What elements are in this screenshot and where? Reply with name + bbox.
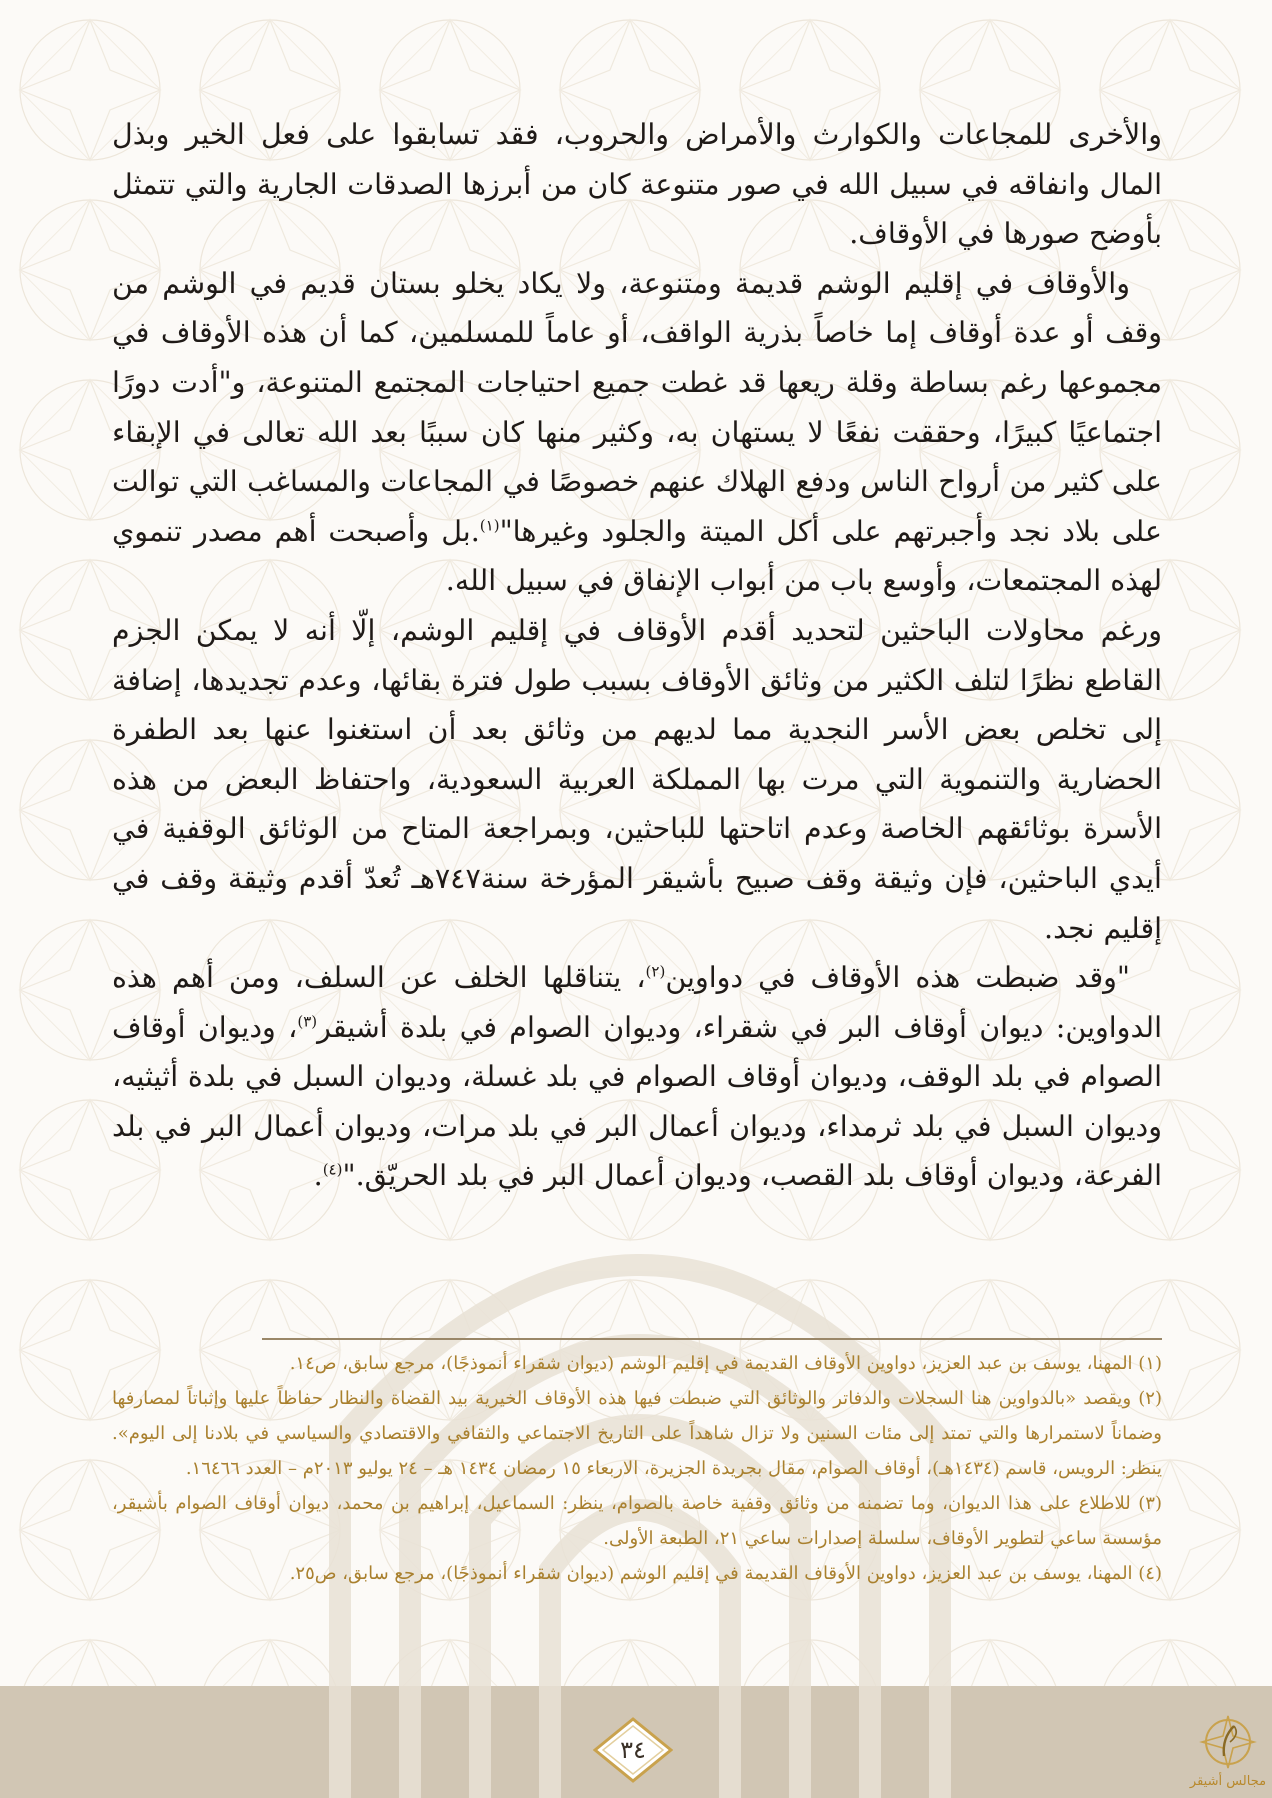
- footnote-ref-2[interactable]: (٢): [645, 962, 666, 981]
- footnote-ref-1[interactable]: (١): [479, 516, 500, 535]
- paragraph-text: "وقد ضبطت هذه الأوقاف في دواوين: [665, 961, 1131, 995]
- paragraph-text: والأوقاف في إقليم الوشم قديمة ومتنوعة، ولا يكاد يخلو بستان قديم في الوشم من وقف أو عدة أوقاف إما خاصاً بذرية الواقف، أو عاماً للمسلمين، كما أن هذه الأوقاف في مجموعها رغم بساطة وقلة ريعها قد غطت جميع احتياجات المجتمع المتنوعة، و"أدت دورًا اجتماعيًا كبيرًا، وحققت نفعًا لا يستهان به، وكثير منها كان سببًا بعد الله تعالى في الإبقاء على كثير من أرواح الناس ودفع الهلاك عنهم خصوصًا في المجاعات والمساغب التي توالت على بلاد نجد وأجبرتهم على أكل الميتة والجلود وغيرها": [112, 266, 1162, 548]
- footnote-3: (٣) للاطلاع على هذا الديوان، وما تضمنه من وثائق وقفية خاصة بالصوام، ينظر: السماعيل، إبراهيم بن محمد، ديوان أوقاف الصوام بأشيقر، مؤسسة ساعي لتطوير الأوقاف، سلسلة إصدارات ساعي ٢١، الطبعة الأولى.: [112, 1493, 1162, 1549]
- footnote-ref-4[interactable]: (٤): [322, 1160, 343, 1179]
- body-paragraph-1: والأخرى للمجاعات والكوارث والأمراض والحروب، فقد تسابقوا على فعل الخير وبذل المال وانفاقه في سبيل الله في صور متنوعة كان من أبرزها الصدقات الجارية والتي تتمثل بأوضح صورها في الأوقاف.: [112, 118, 1162, 251]
- footnotes: [112, 1346, 1162, 1591]
- page-body: [112, 110, 1162, 1201]
- body-paragraph-4: [112, 953, 1162, 1201]
- footnote-2: (٢) ويقصد «بالدواوين هنا السجلات والدفاتر والوثائق التي ضبطت فيها هذه الأوقاف الخيرية بيد القضاة والنظار حفاظاً عليها وإثباتاً لمصارفها وضماناً لاستمرارها والتي تمتد إلى مئات السنين ولا تزال شاهداً على التاريخ الاجتماعي والثقافي والاقتصادي والسياسي في بلادنا إلى اليوم». ينظر: الرويس، قاسم (١٤٣٤هـ)، أوقاف الصوام، مقال بجريدة الجزيرة، الاربعاء ١٥ رمضان ١٤٣٤ هـ – ٢٤ يوليو ٢٠١٣م – العدد ١٦٤٦٦.: [112, 1388, 1162, 1479]
- footnote-ref-3[interactable]: (٣): [297, 1012, 318, 1031]
- paragraph-text: ، يتناقلها الخلف عن السلف، ومن أهم هذه الدواوين: ديوان أوقاف البر في شقراء، وديوان الصوام في بلدة أشيقر: [112, 961, 1163, 1044]
- footnote-divider: [262, 1338, 1162, 1340]
- body-paragraph-2: [112, 259, 1162, 606]
- page-number: ٣٤: [620, 1736, 646, 1764]
- logo-text: مجالس أشيقر: [1189, 1774, 1267, 1789]
- footnote-4: (٤) المهنا، يوسف بن عبد العزيز، دواوين الأوقاف القديمة في إقليم الوشم (ديوان شقراء أنموذجًا)، مرجع سابق، ص٢٥.: [289, 1563, 1162, 1584]
- footnote-1: (١) المهنا، يوسف بن عبد العزيز، دواوين الأوقاف القديمة في إقليم الوشم (ديوان شقراء أنموذجًا)، مرجع سابق، ص١٤.: [289, 1353, 1162, 1374]
- paragraph-text: .: [313, 1159, 323, 1193]
- paragraph-text: ، وديوان أوقاف الصوام في بلد الوقف، وديوان أوقاف الصوام في بلد غسلة، وديوان السبل في بلدة أثيثيه، وديوان السبل في بلد ثرمداء، وديوان أعمال البر في بلد مرات، وديوان أعمال البر في بلد الفرعة، وديوان أوقاف بلد القصب، وديوان أعمال البر في بلد الحريّق.": [112, 1010, 1162, 1193]
- body-paragraph-3: ورغم محاولات الباحثين لتحديد أقدم الأوقاف في إقليم الوشم، إلّا أنه لا يمكن الجزم القاطع نظرًا لتلف الكثير من وثائق الأوقاف بسبب طول فترة بقائها، وعدم تجديدها، إضافة إلى تخلص بعض الأسر النجدية مما لديهم من وثائق بعد أن استغنوا عنها بعد الطفرة الحضارية والتنموية التي مرت بها المملكة العربية السعودية، واحتفاظ البعض من هذه الأسرة بوثائقهم الخاصة وعدم اتاحتها للباحثين، وبمراجعة المتاح من الوثائق الوقفية في أيدي الباحثين، فإن وثيقة وقف صبيح بأشيقر المؤرخة سنة٧٤٧هـ تُعدّ أقدم وثيقة وقف في إقليم نجد.: [112, 613, 1162, 945]
- paragraph-text: .بل وأصبحت أهم مصدر تنموي لهذه المجتمعات، وأوسع باب من أبواب الإنفاق في سبيل الله.: [112, 514, 1162, 598]
